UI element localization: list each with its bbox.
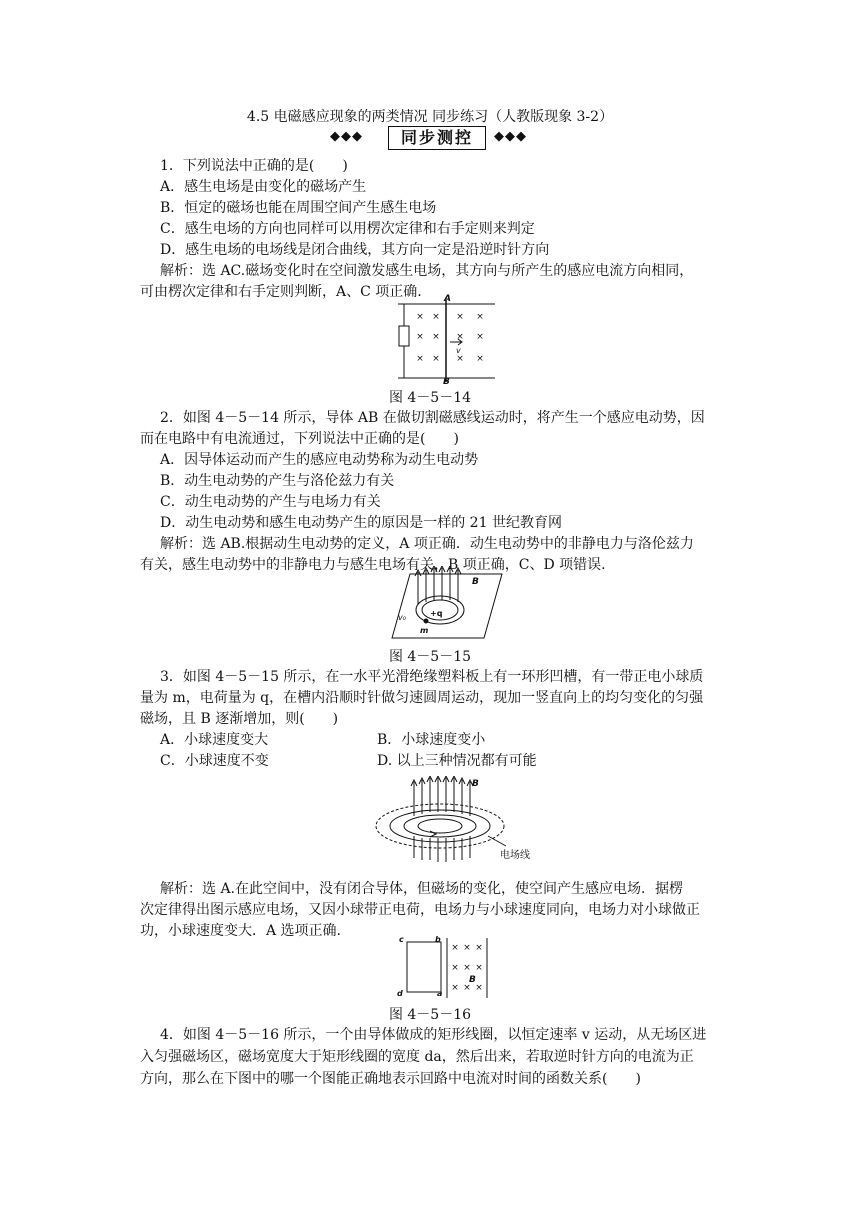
svg-text:×: × [476,312,484,322]
svg-text:×: × [416,332,424,342]
q4-stem-line-3: 方向，那么在下图中的哪一个图能正确地表示回路中电流对时间的函数关系( ) [140,1071,641,1087]
q3-stem-line-3: 磁场，且 B 逐渐增加，则( ) [140,711,339,727]
q1-option-b: B．恒定的磁场也能在周围空间产生感生电场 [160,200,437,216]
q3-option-d: D. 以上三种情况都有可能 [377,753,537,769]
fig14-label-v: v [456,346,461,355]
svg-text:×: × [475,943,483,953]
svg-text:×: × [451,963,459,973]
svg-text:×: × [416,354,424,364]
fig16-label-b: b [435,935,441,944]
q3-analysis-line-1: 解析：选 A.在此空间中，没有闭合导体，但磁场的变化，使空间产生感应电场．据楞 [160,881,684,897]
field-fig-label-field-lines: 电场线 [500,850,530,861]
q1-option-c: C．感生电场的方向也同样可以用楞次定律和右手定则来判定 [160,221,535,237]
fig16-label-a: a [437,989,443,998]
q1-analysis-line-1: 解析：选 AC.磁场变化时在空间激发感生电场，其方向与所产生的感应电流方向相同， [160,263,694,279]
svg-text:×: × [416,312,424,322]
q4-stem-line-2: 入匀强磁场区，磁场宽度大于矩形线圈的宽度 da，然后出来，若取逆时针方向的电流为正 [140,1049,694,1065]
fig15-label-v0: v₀ [398,613,406,622]
banner-left-decoration: ◆◆◆ [330,129,363,144]
figure-4-5-15 [388,566,506,644]
figure-4-5-16 [395,934,495,1002]
svg-text:×: × [456,332,464,342]
section-banner [330,126,540,148]
fig16-label-c: c [399,935,404,944]
q1-option-d: D．感生电场的电场线是闭合曲线，其方向一定是沿逆时针方向 [160,242,550,258]
fig15-label-m: m [420,626,429,635]
svg-text:×: × [432,332,440,342]
q3-stem-line-2: 量为 m，电荷量为 q，在槽内沿顺时针做匀速圆周运动，现加一竖直向上的均匀变化的匀强 [140,690,704,706]
fig14-caption: 图 4－5－14 [388,390,472,406]
fig16-label-d: d [397,989,403,998]
svg-text:×: × [456,354,464,364]
q2-stem-line-2: 而在电路中有电流通过，下列说法中正确的是( ) [140,431,459,447]
svg-text:×: × [451,983,459,993]
q3-stem-line-1: 3．如图 4－5－15 所示，在一水平光滑绝缘塑料板上有一环形凹槽，有一带正电小球质 [160,669,704,685]
field-fig-label-b: B [472,779,479,789]
svg-text:×: × [476,354,484,364]
q3-option-b: B．小球速度变小 [377,732,486,748]
q2-analysis-line-1: 解析：选 AB.根据动生电动势的定义，A 项正确．动生电动势中的非静电力与洛伦兹力 [160,536,694,552]
q1-analysis-line-2: 可由楞次定律和右手定则判断，A、C 项正确. [140,284,422,300]
fig15-caption: 图 4－5－15 [388,649,472,665]
q2-option-a: A．因导体运动而产生的感应电动势称为动生电动势 [160,452,479,468]
figure-4-5-14 [390,294,500,386]
fig14-label-a: A [444,294,451,304]
q3-analysis-line-2: 次定律得出图示感应电场，又因小球带正电荷，电场力与小球速度同向，电场力对小球做正 [140,902,700,918]
svg-text:×: × [432,354,440,364]
svg-text:×: × [451,943,459,953]
q3-option-a: A．小球速度变大 [160,732,269,748]
fig15-label-b: B [472,577,479,587]
q3-option-c: C．小球速度不变 [160,753,269,769]
q2-option-d: D．动生电动势和感生电动势产生的原因是一样的 21 世纪教育网 [160,515,562,531]
banner-text: 同步测控 [388,126,486,150]
svg-text:×: × [475,983,483,993]
banner-right-decoration: ◆◆◆ [494,129,527,144]
q4-stem-line-1: 4．如图 4－5－16 所示，一个由导体做成的矩形线圈，以恒定速率 v 运动，从无场区进 [160,1027,707,1043]
q3-analysis-line-3: 功，小球速度变大．A 选项正确. [140,923,342,939]
q2-option-c: C．动生电动势的产生与电场力有关 [160,494,381,510]
document-title: 4.5 电磁感应现象的两类情况 同步练习（人教版现象 3-2） [246,109,614,125]
q2-analysis-line-2: 有关，感生电动势中的非静电力与感生电场有关，B 项正确，C、D 项错误. [140,557,606,573]
q1-stem: 1．下列说法中正确的是( ) [160,158,348,174]
q1-option-a: A．感生电场是由变化的磁场产生 [160,179,367,195]
svg-text:×: × [463,943,471,953]
svg-text:×: × [475,963,483,973]
svg-text:×: × [456,312,464,322]
fig16-label-field-b: B [469,975,476,985]
figure-electric-field-lines [370,776,540,868]
svg-text:×: × [463,963,471,973]
q2-stem-line-1: 2．如图 4－5－14 所示，导体 AB 在做切割磁感线运动时，将产生一个感应电动势，因 [160,410,705,426]
svg-text:×: × [432,312,440,322]
q2-option-b: B．动生电动势的产生与洛伦兹力有关 [160,473,395,489]
fig14-label-b: B [443,377,450,386]
fig16-caption: 图 4－5－16 [388,1007,472,1023]
fig15-label-q: +q [430,609,443,618]
svg-text:×: × [463,983,471,993]
svg-text:×: × [476,332,484,342]
